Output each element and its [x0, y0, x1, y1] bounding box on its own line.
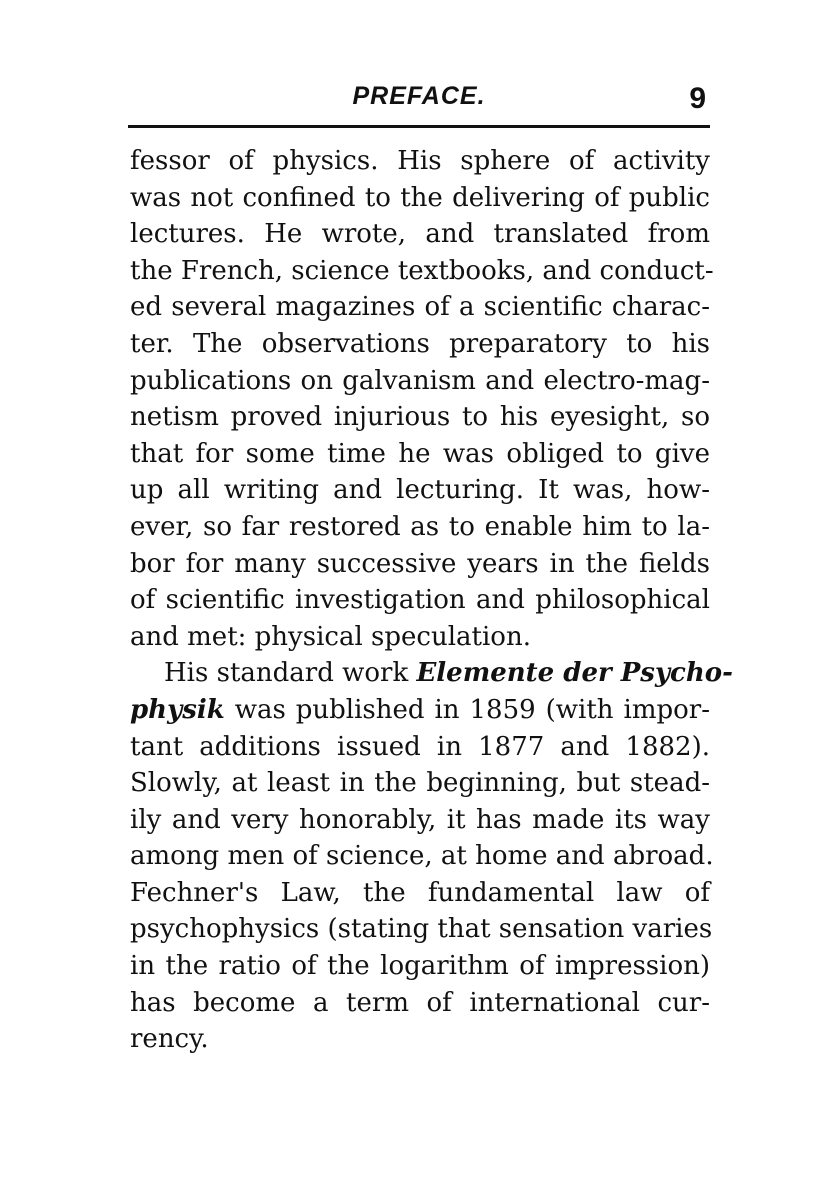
text-line: ily and very honorably, it has made its way	[130, 804, 710, 835]
text-line: psychophysics (stating that sensation varies	[130, 914, 713, 945]
text-line	[130, 692, 710, 729]
text-run: was published in 1859 (with impor-	[224, 694, 710, 725]
text-line: among men of science, at home and abroad.	[130, 841, 714, 872]
book-title-italic: physik	[130, 694, 225, 725]
text-line: the French, science textbooks, and conduct-	[130, 255, 714, 286]
body-text	[130, 143, 733, 1058]
page-header	[128, 78, 710, 122]
text-run: His standard work	[164, 658, 417, 689]
text-line: rency.	[130, 1024, 209, 1055]
page-number: 9	[689, 82, 706, 115]
text-line: ter. The observations preparatory to his	[130, 328, 710, 359]
text-line: of scientific investigation and philosophical	[130, 585, 710, 616]
text-line: in the ratio of the logarithm of impression)	[130, 951, 710, 982]
header-rule	[128, 125, 710, 128]
text-line: fessor of physics. His sphere of activity	[130, 146, 710, 176]
text-line: ever, so far restored as to enable him to la-	[130, 511, 710, 542]
text-line: netism proved injurious to his eyesight, so	[130, 402, 710, 433]
text-line: ed several magazines of a scientific charac-	[130, 292, 710, 323]
text-line: has become a term of international cur-	[130, 987, 710, 1018]
text-line: publications on galvanism and electro-mag-	[130, 365, 710, 396]
text-line	[130, 655, 733, 692]
text-line: tant additions issued in 1877 and 1882).	[130, 731, 710, 762]
text-line: bor for many successive years in the fields	[130, 548, 710, 579]
text-line: up all writing and lecturing. It was, how-	[130, 475, 710, 506]
text-line: and met: physical speculation.	[130, 621, 531, 652]
paragraph-2	[130, 655, 733, 1058]
paragraph-1	[130, 143, 714, 655]
running-title: PREFACE.	[352, 82, 486, 110]
book-title-italic: Elemente der Psycho-	[416, 658, 733, 689]
text-line: lectures. He wrote, and translated from	[130, 219, 710, 250]
text-line: that for some time he was obliged to give	[130, 438, 710, 469]
text-line: Fechner's Law, the fundamental law of	[130, 877, 710, 908]
text-line: was not confined to the delivering of public	[130, 182, 710, 213]
text-line: Slowly, at least in the beginning, but stead-	[130, 768, 710, 799]
